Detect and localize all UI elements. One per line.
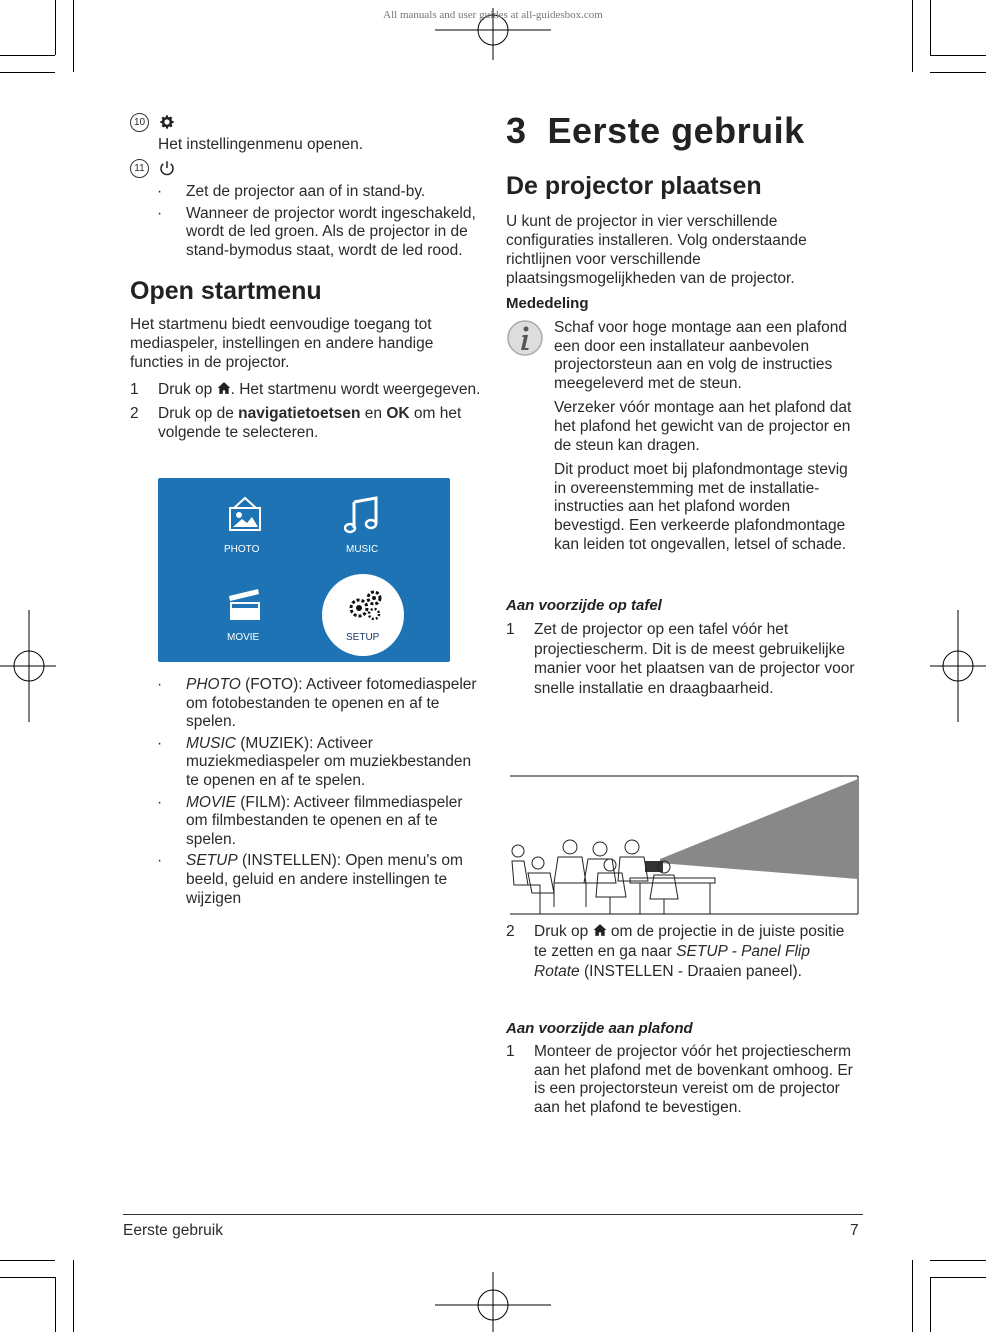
crop-mark bbox=[0, 1260, 55, 1261]
menu-label-music: MUSIC bbox=[346, 544, 379, 555]
chapter-title: 3 Eerste gebruik bbox=[506, 110, 805, 151]
step-1: 1 Druk op . Het startmenu wordt weergegeven. bbox=[130, 381, 481, 399]
step-2: 2 Druk op de navigatietoetsen en OK om het volgende te selecteren. bbox=[130, 405, 462, 442]
bullet-item: · MUSIC (MUZIEK): Activeer muziekmediaspeler om muziekbestanden te openen en af te spelen. bbox=[157, 734, 472, 789]
left-column bbox=[130, 112, 485, 442]
menu-label-photo: PHOTO bbox=[224, 544, 260, 555]
crop-mark bbox=[930, 1260, 986, 1261]
music-icon bbox=[344, 496, 380, 536]
gear-icon bbox=[158, 113, 176, 131]
registration-mark-bottom bbox=[435, 1272, 551, 1332]
home-icon bbox=[217, 381, 231, 395]
section-heading: Open startmenu bbox=[130, 277, 322, 306]
home-menu-image bbox=[158, 478, 450, 662]
step-1: 1 Zet de projector op een tafel vóór het projectiescherm. Dit is de meest gebruikelijke manier voor het plaatsen van de projector voor snelle installatie en draagbaarheid. bbox=[506, 621, 855, 697]
page-number: 7 bbox=[850, 1222, 859, 1239]
subheading: Aan voorzijde aan plafond bbox=[506, 1020, 693, 1037]
item-10-text: Het instellingenmenu openen. bbox=[158, 136, 364, 153]
right-column bbox=[506, 110, 858, 699]
footer-rule bbox=[123, 1214, 863, 1215]
info-icon bbox=[506, 319, 544, 357]
crop-mark bbox=[0, 55, 55, 56]
power-icon bbox=[158, 159, 176, 177]
crop-mark bbox=[930, 1277, 986, 1278]
registration-mark-left bbox=[0, 610, 56, 722]
menu-bullets bbox=[130, 676, 485, 908]
bullet-dot: · bbox=[157, 204, 163, 222]
step-1: 1 Monteer de projector vóór het projectiescherm aan het plafond met de bovenkant omhoog. Er is een projectorsteun vereist om de projector aan het plafond te bevestigen. bbox=[506, 1043, 853, 1116]
crop-mark bbox=[55, 1277, 56, 1332]
item-10 bbox=[130, 112, 485, 134]
intro-paragraph: U kunt de projector in vier verschillende configuraties installeren. Volg onderstaande richtlijnen voor verschillende plaatsingsmogelijkheden van de projector. bbox=[506, 213, 807, 287]
crop-mark bbox=[0, 1277, 55, 1278]
notice-text: Schaf voor hoge montage aan een plafond een door een installateur aanbevolen projectorsteun aan en volg de instructies meegeleverd met de steun. bbox=[554, 319, 848, 392]
bullet-item: · Wanneer de projector wordt ingeschakeld, wordt de led groen. Als de projector in de stand-bymodus staat, wordt de led rood. bbox=[157, 204, 476, 259]
registration-mark-right bbox=[930, 610, 986, 722]
intro-paragraph: Het startmenu biedt eenvoudige toegang tot mediaspeler, instellingen en andere handige functies in de projector. bbox=[130, 316, 434, 372]
step-2: 2 Druk op om de projectie in de juiste positie te zetten en ga naar SETUP - Panel Flip Rotate (INSTELLEN - Draaien paneel). bbox=[506, 923, 845, 980]
notice-box bbox=[506, 319, 858, 554]
footer-section: Eerste gebruik bbox=[123, 1222, 223, 1239]
movie-icon bbox=[226, 586, 264, 624]
photo-icon bbox=[226, 496, 264, 532]
bullet-item: · MOVIE (FILM): Activeer filmmediaspeler om filmbestanden te openen en af te spelen. bbox=[157, 793, 463, 848]
notice-text: Dit product moet bij plafondmontage stevig in overeenstemming met de installatie-instructies aan het plafond worden bevestigd. Een verkeerde plafondmontage kan leiden tot ongevallen, letsel of schade. bbox=[554, 461, 848, 553]
bullet-item: · PHOTO (FOTO): Activeer fotomediaspeler om fotobestanden te openen en af te spelen. bbox=[157, 676, 477, 731]
crop-mark bbox=[73, 1260, 74, 1332]
right-column-lower bbox=[506, 922, 858, 1117]
bullet-item: · Zet de projector aan of in stand-by. bbox=[157, 183, 426, 200]
section-heading: De projector plaatsen bbox=[506, 172, 762, 200]
item-number: 10 bbox=[130, 113, 149, 132]
watermark: All manuals and user guides at all-guidesbox.com bbox=[383, 9, 603, 21]
notice-label: Mededeling bbox=[506, 295, 589, 312]
notice-text: Verzeker vóór montage aan het plafond dat het plafond het gewicht van de projector en de steun kan dragen. bbox=[554, 399, 852, 454]
settings-gears-icon bbox=[344, 588, 384, 622]
subheading: Aan voorzijde op tafel bbox=[506, 597, 662, 615]
menu-label-movie: MOVIE bbox=[227, 632, 260, 643]
bullet-item: · SETUP (INSTELLEN): Open menu's om beeld, geluid en andere instellingen te wijzigen bbox=[157, 852, 463, 907]
crop-mark bbox=[912, 1260, 913, 1332]
crop-mark bbox=[930, 1277, 931, 1332]
table-projection-illustration bbox=[510, 775, 860, 916]
crop-mark bbox=[930, 55, 986, 56]
item-number: 11 bbox=[130, 159, 149, 178]
home-icon bbox=[593, 923, 607, 937]
menu-label-setup: SETUP bbox=[346, 632, 380, 643]
bullet-dot: · bbox=[157, 183, 163, 200]
crop-mark bbox=[0, 72, 55, 73]
crop-mark bbox=[930, 72, 986, 73]
item-11 bbox=[130, 158, 485, 180]
